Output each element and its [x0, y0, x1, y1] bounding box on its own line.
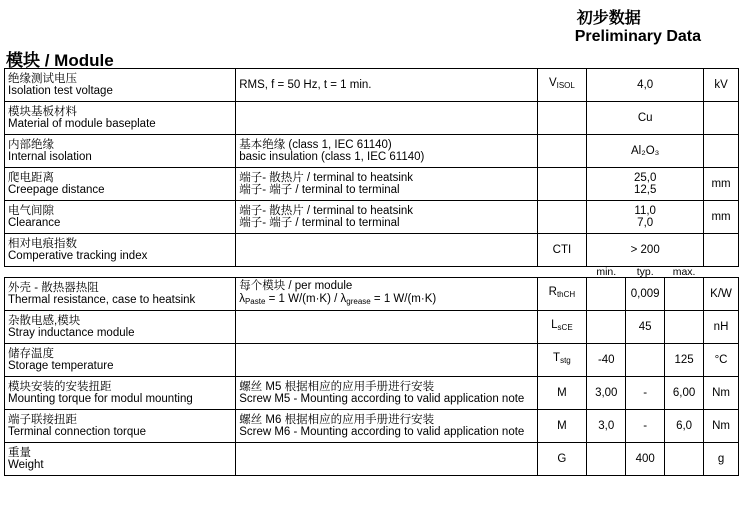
- max-cell: 125: [665, 344, 704, 377]
- symbol-cell: M: [537, 410, 587, 443]
- table-row: [5, 344, 739, 377]
- table-row: [5, 135, 739, 168]
- min-cell: [587, 278, 626, 311]
- value-cell: 4,0: [587, 69, 704, 102]
- unit-cell: Nm: [704, 410, 739, 443]
- max-cell: [665, 311, 704, 344]
- param-cell: 内部绝缘 Internal isolation: [5, 135, 236, 168]
- symbol-cell: $L_{sCE}$: [537, 311, 587, 344]
- typ-cell: -: [626, 410, 665, 443]
- table-row: [5, 234, 739, 267]
- symbol-cell: $T_{stg}$: [537, 344, 587, 377]
- param-cell: 端子联接扭距 Terminal connection torque: [5, 410, 236, 443]
- typ-cell: -: [626, 377, 665, 410]
- max-cell: 6,00: [665, 377, 704, 410]
- column-header-row: [5, 267, 739, 278]
- min-cell: 3,00: [587, 377, 626, 410]
- condition-cell: [236, 443, 537, 476]
- unit-cell: °C: [704, 344, 739, 377]
- condition-cell: 螺丝 M5 根据相应的应用手册进行安装 Screw M5 - Mounting according to valid application note: [236, 377, 537, 410]
- condition-cell: [236, 311, 537, 344]
- condition-cell: 螺丝 M6 根据相应的应用手册进行安装 Screw M6 - Mounting according to valid application note: [236, 410, 537, 443]
- param-cell: 重量 Weight: [5, 443, 236, 476]
- param-cell: 爬电距离 Creepage distance: [5, 168, 236, 201]
- unit-cell: g: [704, 443, 739, 476]
- symbol-cell: M: [537, 377, 587, 410]
- header-title-en: Preliminary Data: [574, 28, 701, 45]
- value-cell: 11,0 7,0: [587, 201, 704, 234]
- symbol-cell: [537, 201, 587, 234]
- typ-cell: 45: [626, 311, 665, 344]
- table-row: [5, 278, 739, 311]
- condition-cell: 端子- 散热片 / terminal to heatsink 端子- 端子 / terminal to terminal: [236, 201, 537, 234]
- symbol-cell: $R_{thCH}$: [537, 278, 587, 311]
- condition-cell: 基本绝缘 (class 1, IEC 61140) basic insulation (class 1, IEC 61140): [236, 135, 537, 168]
- col-header-typ: typ.: [626, 267, 665, 278]
- table-row: [5, 201, 739, 234]
- typ-cell: 400: [626, 443, 665, 476]
- table-row: [5, 443, 739, 476]
- param-cell: 相对电痕指数 Comperative tracking index: [5, 234, 236, 267]
- table-row: [5, 311, 739, 344]
- value-cell: 25,0 12,5: [587, 168, 704, 201]
- unit-cell: nH: [704, 311, 739, 344]
- param-cell: 模块安装的安装扭距 Mounting torque for modul mounting: [5, 377, 236, 410]
- document-header: [575, 10, 701, 46]
- unit-cell: mm: [704, 201, 739, 234]
- unit-cell: Nm: [704, 377, 739, 410]
- symbol-cell: $V_{ISOL}$: [537, 69, 587, 102]
- typ-cell: 0,009: [626, 278, 665, 311]
- max-cell: [665, 443, 704, 476]
- condition-cell: [236, 234, 537, 267]
- max-cell: [665, 278, 704, 311]
- unit-cell: [704, 135, 739, 168]
- unit-cell: [704, 234, 739, 267]
- unit-cell: kV: [704, 69, 739, 102]
- table-row: [5, 168, 739, 201]
- max-cell: 6,0: [665, 410, 704, 443]
- unit-cell: [704, 102, 739, 135]
- col-header-min: min.: [587, 267, 626, 278]
- unit-cell: K/W: [704, 278, 739, 311]
- col-header-max: max.: [665, 267, 704, 278]
- param-cell: 模块基板材料 Material of module baseplate: [5, 102, 236, 135]
- param-cell: 杂散电感,模块 Stray inductance module: [5, 311, 236, 344]
- condition-cell: RMS, f = 50 Hz, t = 1 min.: [236, 69, 537, 102]
- table-row: [5, 410, 739, 443]
- symbol-cell: CTI: [537, 234, 587, 267]
- param-cell: 外壳 - 散热器热阻 Thermal resistance, case to heatsink: [5, 278, 236, 311]
- symbol-cell: [537, 135, 587, 168]
- param-cell: 绝缘测试电压 Isolation test voltage: [5, 69, 236, 102]
- min-cell: -40: [587, 344, 626, 377]
- param-cell: 储存温度 Storage temperature: [5, 344, 236, 377]
- condition-cell: 每个模块 / per module $\lambda_{Paste} = 1$ $W/(m\cdot K) / \lambda_{grease} = 1$ W/(m·K): [236, 278, 537, 311]
- value-cell: > 200: [587, 234, 704, 267]
- min-cell: [587, 443, 626, 476]
- header-title-cn: 初步数据: [576, 10, 641, 27]
- min-cell: 3,0: [587, 410, 626, 443]
- condition-cell: [236, 344, 537, 377]
- symbol-cell: G: [537, 443, 587, 476]
- symbol-cell: [537, 168, 587, 201]
- module-spec-table: [4, 68, 739, 476]
- value-cell: Cu: [587, 102, 704, 135]
- table-row: [5, 102, 739, 135]
- typ-cell: [626, 344, 665, 377]
- symbol-cell: [537, 102, 587, 135]
- table-row: [5, 69, 739, 102]
- section-title: 模块 / Module: [6, 51, 114, 70]
- param-cell: 电气间隙 Clearance: [5, 201, 236, 234]
- unit-cell: mm: [704, 168, 739, 201]
- condition-cell: 端子- 散热片 / terminal to heatsink 端子- 端子 / terminal to terminal: [236, 168, 537, 201]
- min-cell: [587, 311, 626, 344]
- value-cell: Al₂O₃: [587, 135, 704, 168]
- condition-cell: [236, 102, 537, 135]
- table-row: [5, 377, 739, 410]
